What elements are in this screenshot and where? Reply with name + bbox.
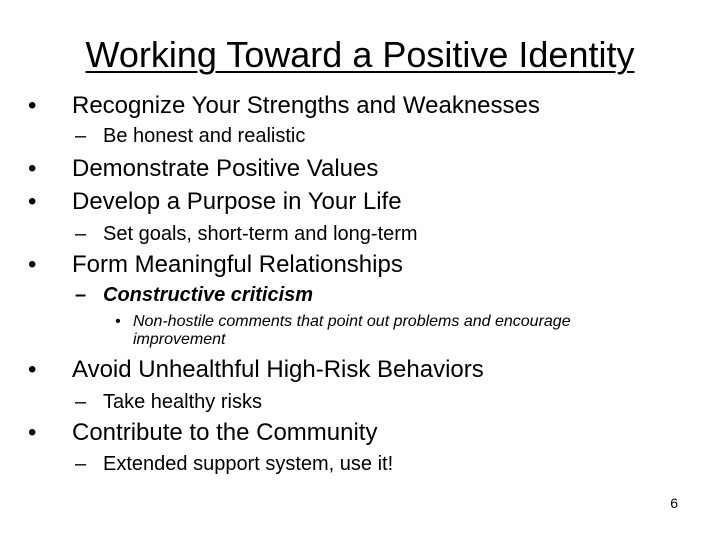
bullet-marker: • [28, 92, 37, 119]
dash-marker: – [75, 223, 87, 245]
bullet-marker: • [28, 188, 37, 215]
bullet-marker: • [28, 155, 37, 182]
sub-text: Constructive criticism [103, 284, 314, 306]
bullet-marker: • [28, 419, 37, 446]
bullet-text: Contribute to the Community [72, 419, 378, 446]
bullet-marker: • [115, 313, 121, 330]
bullet-text: Avoid Unhealthful High-Risk Behaviors [72, 356, 484, 383]
slide-title: Working Toward a Positive Identity [85, 34, 635, 75]
bullet-text: Develop a Purpose in Your Life [72, 188, 402, 215]
dash-marker: – [75, 125, 87, 147]
bullet-marker: • [28, 251, 37, 278]
bullet-text: Recognize Your Strengths and Weaknesses [72, 92, 540, 119]
sub-sub-text: Non-hostile comments that point out problems and encourage improvement [133, 313, 571, 348]
sub-text: Set goals, short-term and long-term [103, 223, 418, 245]
bullet-text: Demonstrate Positive Values [72, 155, 379, 182]
bullet-marker: • [28, 356, 37, 383]
dash-marker: – [75, 284, 87, 306]
dash-marker: – [75, 391, 87, 413]
sub-text: Take healthy risks [103, 391, 262, 413]
bullet-text: Form Meaningful Relationships [72, 251, 403, 278]
sub-text: Be honest and realistic [103, 125, 306, 147]
slide-number: 6 [670, 495, 678, 511]
dash-marker: – [75, 453, 87, 475]
sub-text: Extended support system, use it! [103, 453, 394, 475]
